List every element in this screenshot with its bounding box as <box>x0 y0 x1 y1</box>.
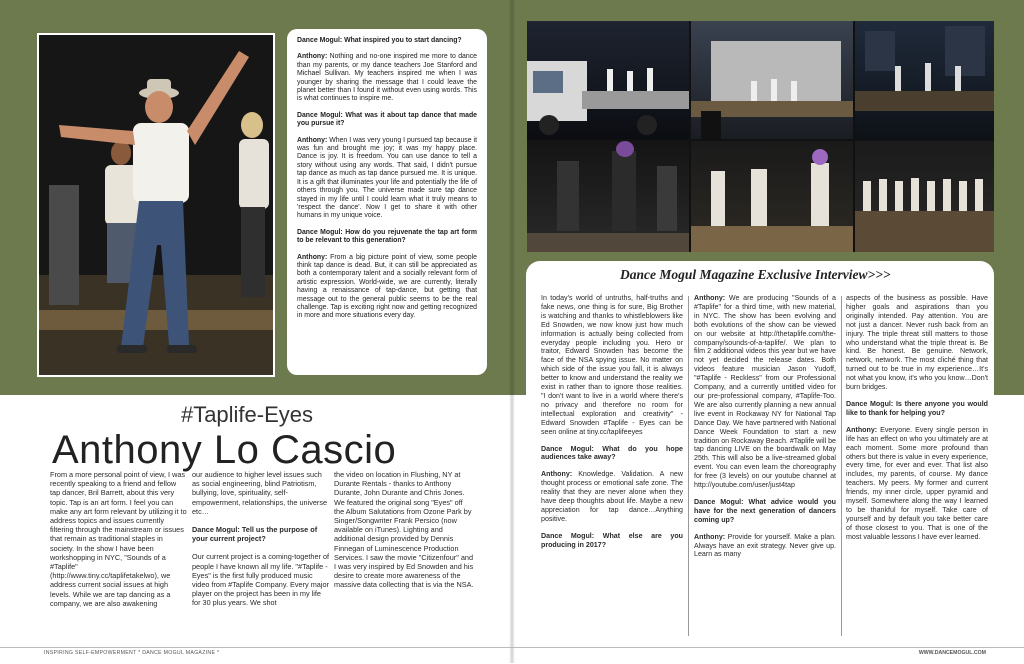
question-2: Dance Mogul: What was it about tap dance that made you pursue it? <box>297 111 477 128</box>
interview-title: Dance Mogul Magazine Exclusive Interview>>> <box>620 267 891 282</box>
footer-website: WWW.DANCEMOGUL.COM <box>918 650 986 656</box>
right-column-1: In today's world of untruths, half-truths and fake news, one thing is for sure, Big Brother is watching and thanks to whistleblowers like Ed Snowden, we now know just how much information is actually being collected from everyday people including you. Hero or traitor, Edward Snowden has become the face of the NSA spying issue. No matter on which side of the issue you fall, it is always better to know and understand the reality we exist in rather than to ignore those realities. "I don't want to live in a world where there's no privacy and therefore no room for intellectual exploration and creativity" - Edward Snowden #Taplife - Eyes can be seen online at tiny.cc/taplifeeyes Dance Mogul: What do you hope audiences take away? Anthony: Knowledge. Validation. A new thought process or emotional safe zone. The reality that they are never alone when they have deep thoughts about life. Maybe a new appreciation for tap dance…Anything positive. Dance Mogul: What else are you producing in 2017? <box>541 294 683 549</box>
left-column-3: the video on location in Flushing, NY at Durante Rentals - thanks to Anthony Durante, John Durante and Chris Jones. We featured the original song "Eyes" off the Album Salutations from Ozone Park by Singer/Songwriter Frank Persico (now available on iTunes). Lighting and additional design provided by Dennis Finnegan of Luminescence Production Services. I saw the movie "Citizenfour" and I was very inspired by Ed Snowden and his desire to create more awareness of the massive data collecting that is via the NSA. <box>334 470 474 590</box>
interview-box <box>287 29 487 375</box>
right-column-2: Anthony: We are producing "Sounds of a #Taplife" for a third time, with new material, in NYC. The show has been evolving and both evolutions of the show can be viewed on our website at http://thetaplife.com/the-company/sounds-of-a-taplife/. We plan to film 2 additional videos this year but we have not yet decided the release dates. Both videos feature musician Jason Yudoff, "#Taplife - Reckless" from our Professional Company, and a currently untitled video for our pre-professional company, #Taplife-Too. We are also currently planning a new annual live event in Rockaway NY for National Tap Dance Day. We have partnered with National Dance Week Foundation to start a new tradition on Rockaway Beach. #Taplife will be tap dancing LIVE on the boardwalk on May 25th. This will also be a live-streamed global event. You can even learn the choreography for free (3 levels) on our youtube channel at http://youtube.com/user/just4tap Dance Mogul: What advice would you have for the next generation of dancers coming up? Anthony: Provide for yourself. Make a plan. Always have an exit strategy. Never give up. Learn as many <box>694 294 836 559</box>
photo-truck <box>527 21 689 139</box>
question-1: Dance Mogul: What inspired you to start dancing? <box>297 37 462 44</box>
title-tag: #Taplife-Eyes <box>180 402 314 427</box>
photo-night-city <box>855 21 994 139</box>
page-gutter <box>509 0 515 663</box>
answer-3: Anthony: From a big picture point of view, some people think tap dance is dead. But, it can still be appreciated as both a contemporary talent and a socially relevant form of artistic expression. World-wide, we are currently, literally having a renaissance of tap-dance, but getting that message out to the general public seems to be the real challenge. Tap is exciting right now and getting recognized in more and more situations every day. <box>297 253 477 320</box>
left-column-2: our audience to higher level issues such as social engineering, blind Patriotism, bullying, love, spirituality, self-empowerment, relationships, the universe etc… Dance Mogul: Tell us the purpose of your current project? Our current project is a coming-together of people I have known all my life. "#Taplife - Eyes" is the first fully produced music video from #Taplife Company. Every major player on the project has been in my life for 30 plus years. We shot <box>192 470 330 608</box>
answer-2: Anthony: When I was very young I pursued tap because it was fun and brought me joy; it was my happy place. Dance is joy. It is freedom. You can use dance to tell a story without using any words. That said, I didn't pursue tap dance as much as tap dance pursued me. It is unique. It is a gift that illuminates your life and potentially the life of others through you. The universe made sure tap dance stayed in my life until I could learn what it truly means to 'respect the dance'. Now I get to share it with other humans in my unique voice. <box>297 136 477 220</box>
photo-stage-building <box>691 21 853 139</box>
photo-guitarist <box>527 141 689 252</box>
title-name: Anthony Lo Cascio <box>52 428 397 472</box>
footer-tagline: INSPIRING SELF-EMPOWERMENT * DANCE MOGUL MAGAZINE * <box>44 650 220 656</box>
column-divider-1 <box>688 296 689 636</box>
question-3: Dance Mogul: How do you rejuvenate the tap art form to be relevant to this generation? <box>297 228 477 245</box>
answer-1: Anthony: Nothing and no-one inspired me more to dance than my parents, or my dance teachers Joe Stanford and Michael Sullivan. My teachers inspired me when I was younger by sharing the message that I could leave the planet better than I found it without even using words. This is what continues to inspire me. <box>297 53 477 103</box>
photo-group-dance <box>855 141 994 252</box>
article-title <box>52 402 492 472</box>
main-photo <box>37 33 275 377</box>
photo-collage <box>527 21 994 252</box>
left-column-1: From a more personal point of view, I was recently speaking to a friend and fellow tap dancer, Bril Barrett, about this very topic. Tap is an art form. I feel you can make any art form relevant by utilizing it to address topics and issues currently filtering through the mainstream or issues that remain as traditional staples in society. In the show I have been workshopping in NYC, "Sounds of a #Taplife" (http://www.tiny.cc/taplifetakelwo), we address current social issues at high levels. While we are tap dancing as a company, we are also awakening <box>50 470 187 608</box>
column-divider-2 <box>841 296 842 636</box>
right-column-3: aspects of the business as possible. Have higher goals and aspirations than you originally intended. Pay attention. You are not just a dancer. Never rush back from an injury. The triple threat still matters to those who understand what the triple threat is. Be kind. Be honest. Be genuine. Network, network, network. The most cliché thing that turned out to be true in my experience…It's not what you know, it's who you know…Don't burn bridges. Dance Mogul: Is there anyone you would like to thank for helping you? Anthony: Everyone. Every single person in life has an effect on who you ultimately are at each moment. Some more profound than others but there is value in every experience, every time, for ever and ever. That list also includes, my parents, of course. My dance teachers. My peers. My former and current friends, my inner circle, upper pyramid and myself. Somewhere along the way I learned to be thankful for myself. Take care of yourself and by default you take better care of those closest to you. That is one of the most valuable lessons I have ever learned. <box>846 294 988 541</box>
photo-dancers-stage <box>691 141 853 252</box>
